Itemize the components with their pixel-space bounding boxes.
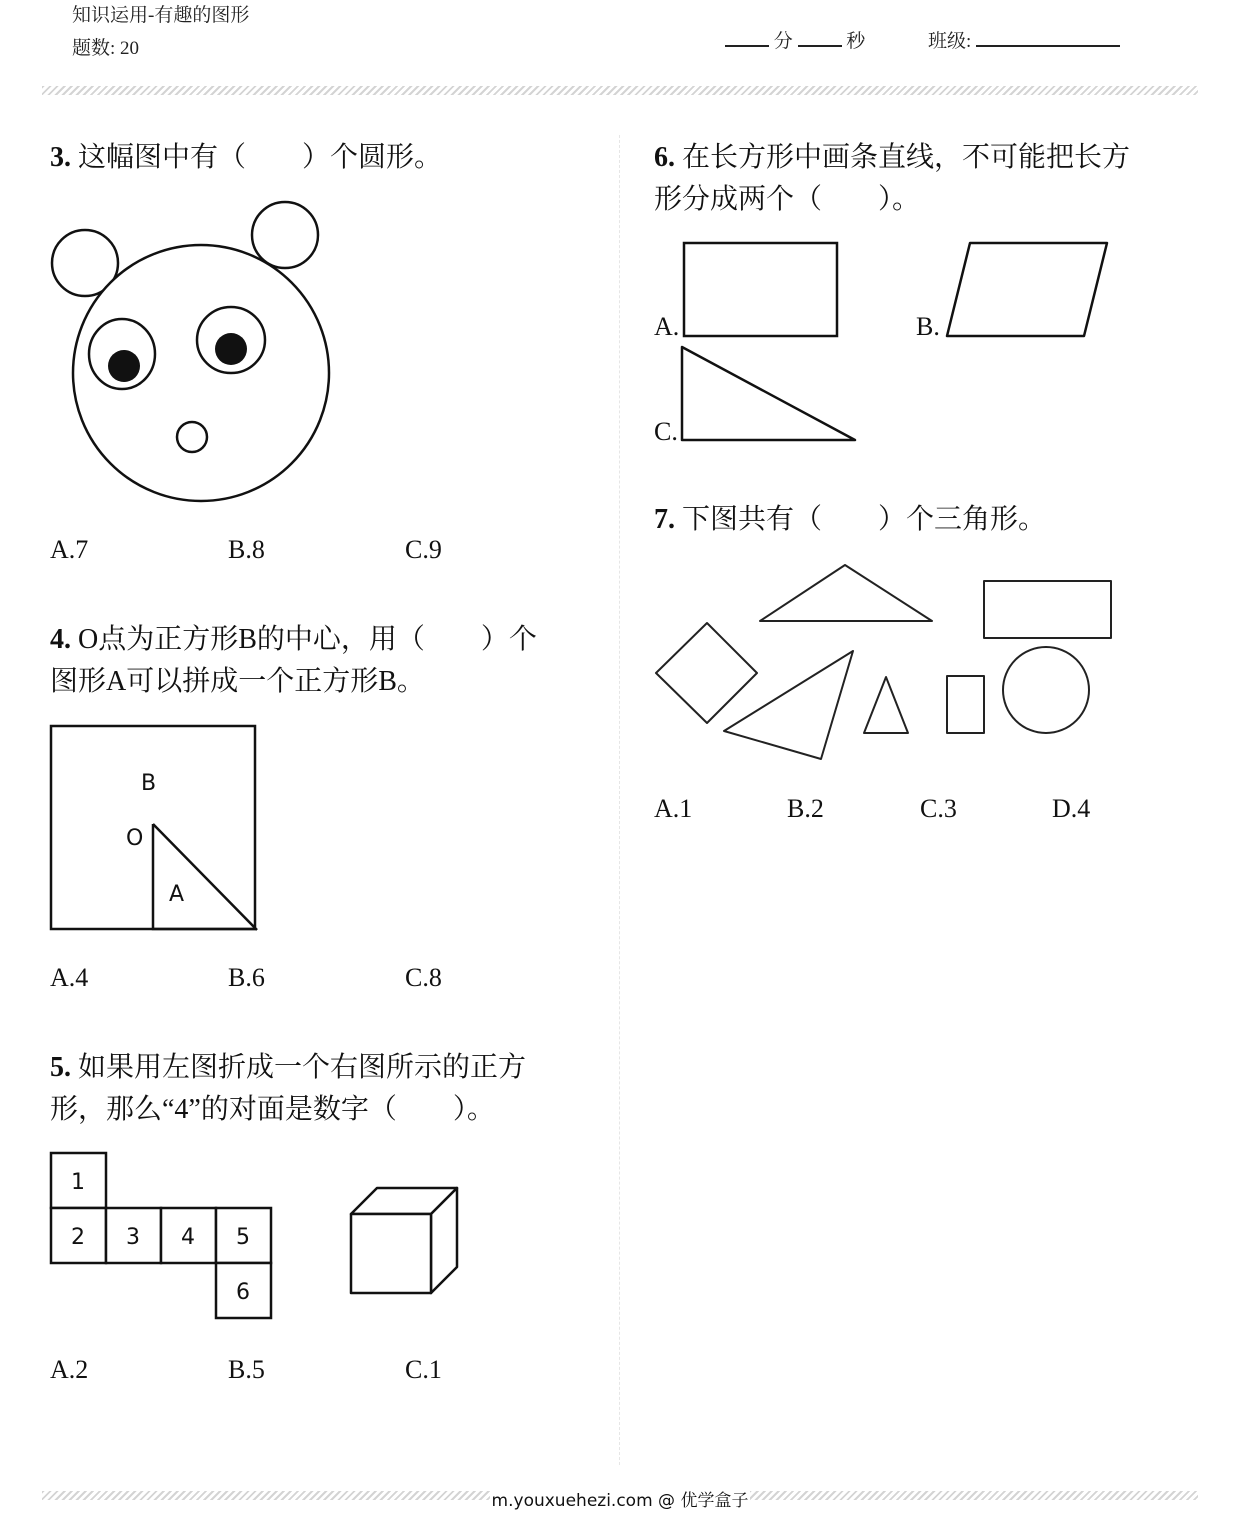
question-number: 5. [50, 1052, 71, 1083]
second-blank[interactable] [798, 45, 842, 47]
right-pupil [215, 333, 247, 365]
column-divider [619, 135, 620, 1465]
left-pupil [108, 350, 140, 382]
diamond [656, 623, 757, 723]
label-a: A [169, 882, 185, 907]
label-b: B [141, 771, 157, 796]
q5-option-c[interactable]: C.1 [405, 1355, 442, 1384]
question-number: 3. [50, 142, 71, 173]
q4-option-b[interactable]: B.6 [228, 963, 265, 992]
q7-option-b[interactable]: B.2 [787, 794, 824, 823]
label-o: O [126, 826, 144, 851]
q3-option-c[interactable]: C.9 [405, 535, 442, 564]
question-4-text: 4. O点为正方形B的中心，用（ ）个 图形A可以拼成一个正方形B。 [50, 624, 537, 697]
small-triangle [864, 677, 908, 733]
q7-option-a[interactable]: A.1 [654, 794, 693, 823]
q6-option-c[interactable]: C. [654, 417, 678, 446]
q4-option-a[interactable]: A.4 [50, 963, 89, 992]
shapes-figure [650, 560, 1120, 766]
q7-option-c[interactable]: C.3 [920, 794, 957, 823]
net-label-5: 5 [236, 1225, 250, 1250]
q6-parallelogram-figure [942, 239, 1112, 341]
header-divider [42, 86, 1198, 95]
cube-net-figure [48, 1150, 276, 1322]
right-ear-circle [252, 202, 318, 268]
cube-figure [346, 1183, 462, 1299]
q3-option-a[interactable]: A.7 [50, 535, 89, 564]
q6-rectangle-figure [680, 239, 842, 341]
question-number: 7. [654, 504, 675, 535]
q4-option-c[interactable]: C.8 [405, 963, 442, 992]
second-label: 秒 [846, 31, 866, 52]
top-rectangle [984, 581, 1111, 638]
question-6-text: 6. 在长方形中画条直线，不可能把长方 形分成两个（ ）。 [654, 142, 1131, 215]
square-b-figure [48, 722, 262, 934]
cube-front-face [351, 1214, 431, 1293]
question-5-text: 5. 如果用左图折成一个右图所示的正方 形，那么“4”的对面是数字（ ）。 [50, 1052, 527, 1125]
net-label-3: 3 [126, 1225, 140, 1250]
net-label-2: 2 [71, 1225, 85, 1250]
footer-site-link[interactable]: m.youxuehezi.com @ 优学盒子 [491, 1491, 749, 1511]
class-label: 班级: [928, 31, 972, 52]
net-label-1: 1 [71, 1170, 85, 1195]
minute-label: 分 [773, 31, 793, 52]
net-label-4: 4 [181, 1225, 195, 1250]
q5-option-a[interactable]: A.2 [50, 1355, 89, 1384]
question-number: 6. [654, 142, 675, 173]
mouth-circle [177, 422, 207, 452]
timer-fields [725, 26, 865, 53]
footer [0, 1486, 1240, 1511]
question-7-text: 7. 下图共有（ ）个三角形。 [654, 504, 1047, 535]
top-triangle [760, 565, 932, 621]
q7-option-d[interactable]: D.4 [1052, 794, 1091, 823]
minute-blank[interactable] [725, 45, 769, 47]
class-field [928, 26, 1120, 53]
q6-right-triangle-figure [678, 343, 860, 445]
question-3-text: 3. 这幅图中有（ ）个圆形。 [50, 142, 443, 173]
bear-face-figure [44, 196, 340, 508]
q5-option-b[interactable]: B.5 [228, 1355, 265, 1384]
circle [1003, 647, 1089, 733]
class-blank[interactable] [976, 45, 1120, 47]
question-number: 4. [50, 624, 71, 655]
small-rectangle [947, 676, 984, 733]
q3-option-b[interactable]: B.8 [228, 535, 265, 564]
worksheet-title: 知识运用-有趣的图形 [72, 5, 250, 26]
q6-option-a[interactable]: A. [654, 312, 680, 341]
question-count: 题数: 20 [72, 38, 140, 59]
net-label-6: 6 [236, 1280, 250, 1305]
q6-option-b[interactable]: B. [916, 312, 940, 341]
